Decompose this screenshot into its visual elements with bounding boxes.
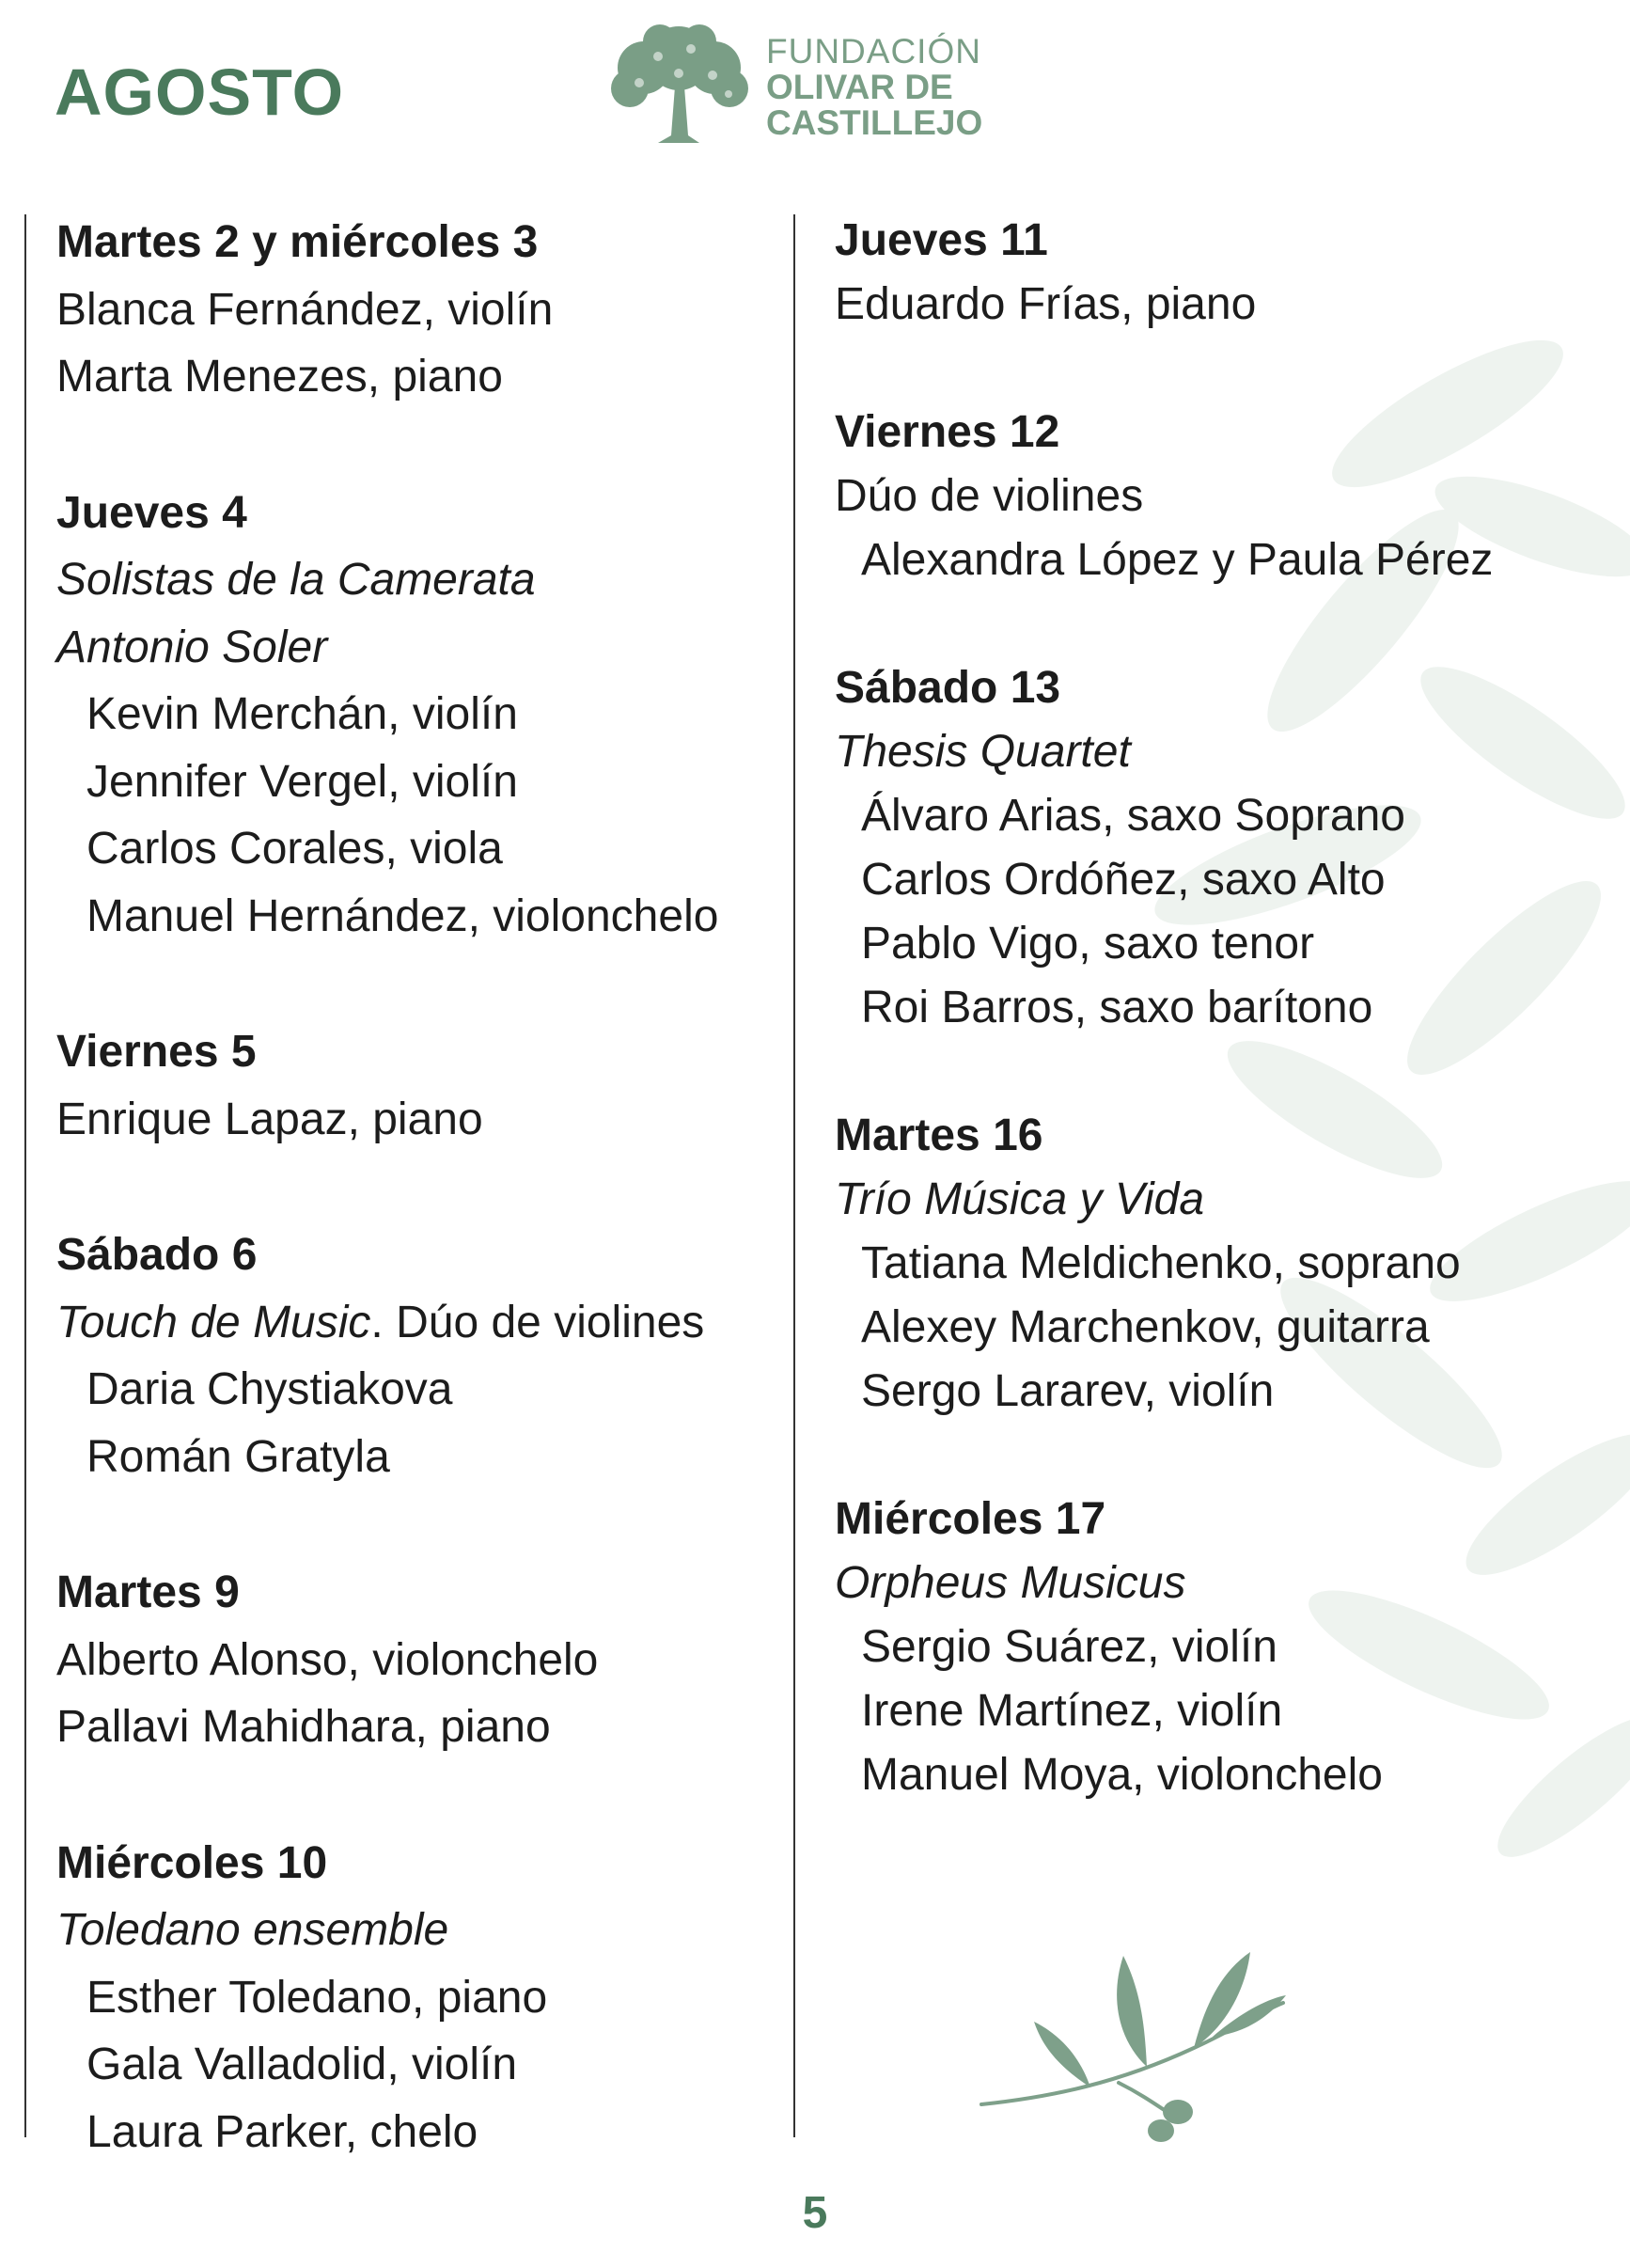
schedule-right-column xyxy=(835,209,1549,1871)
olive-tree-icon xyxy=(602,21,757,145)
logo-line-olivar: OLIVAR DE xyxy=(766,68,953,106)
ensemble-name: Antonio Soler xyxy=(56,622,328,672)
concert-date: Sábado 13 xyxy=(835,663,1061,713)
performer: Alexandra López y Paula Pérez xyxy=(861,535,1494,585)
performer: Jennifer Vergel, violín xyxy=(86,756,518,807)
ensemble-name: Toledano ensemble xyxy=(56,1905,449,1955)
ensemble-name: Orpheus Musicus xyxy=(835,1558,1186,1608)
concert-event xyxy=(835,401,1549,592)
ensemble-description: . Dúo de violines xyxy=(370,1297,705,1347)
concert-date: Viernes 12 xyxy=(835,407,1060,457)
performer: Sergo Lararev, violín xyxy=(861,1366,1275,1416)
ensemble-name: Trío Música y Vida xyxy=(835,1174,1205,1224)
concert-event xyxy=(835,209,1549,337)
concert-date: Miércoles 17 xyxy=(835,1494,1106,1544)
performer: Esther Toledano, piano xyxy=(86,1972,548,2023)
performer: Carlos Ordóñez, saxo Alto xyxy=(861,855,1386,905)
concert-date: Miércoles 10 xyxy=(56,1837,328,1888)
concert-event xyxy=(835,1104,1549,1424)
performer: Daria Chystiakova xyxy=(86,1364,453,1414)
performer: Blanca Fernández, violín xyxy=(56,284,554,335)
concert-date: Martes 9 xyxy=(56,1567,240,1617)
performer: Enrique Lapaz, piano xyxy=(56,1094,483,1144)
concert-date: Martes 16 xyxy=(835,1110,1043,1160)
right-column-rule xyxy=(793,214,795,2137)
ensemble-name: Solistas de la Camerata xyxy=(56,555,536,605)
left-column-rule xyxy=(24,214,26,2137)
concert-event xyxy=(835,1488,1549,1807)
page-number: 5 xyxy=(802,2188,828,2238)
performer: Laura Parker, chelo xyxy=(86,2106,478,2157)
concert-event xyxy=(56,209,771,411)
concert-event xyxy=(56,1221,771,1490)
performer: Pallavi Mahidhara, piano xyxy=(56,1702,551,1752)
concert-event xyxy=(56,1559,771,1761)
ensemble-line xyxy=(56,1289,771,1357)
performer: Kevin Merchán, violín xyxy=(86,689,518,739)
logo-line-fundacion: FUNDACIÓN xyxy=(766,32,981,71)
ensemble-name: Thesis Quartet xyxy=(835,727,1131,777)
performer: Eduardo Frías, piano xyxy=(835,279,1257,329)
month-title: AGOSTO xyxy=(55,55,345,129)
olive-branch-icon xyxy=(978,1946,1288,2153)
concert-date: Viernes 5 xyxy=(56,1027,257,1077)
logo-wordmark xyxy=(766,34,982,141)
concert-event xyxy=(56,1830,771,2166)
performer: Manuel Moya, violonchelo xyxy=(861,1750,1383,1800)
concert-date: Jueves 4 xyxy=(56,487,247,538)
performer: Irene Martínez, violín xyxy=(861,1686,1283,1736)
performer: Álvaro Arias, saxo Soprano xyxy=(861,791,1405,841)
performer: Gala Valladolid, violín xyxy=(86,2040,518,2089)
ensemble-name: Touch de Music xyxy=(56,1297,371,1347)
concert-event xyxy=(835,656,1549,1040)
concert-event xyxy=(56,480,771,951)
performer: Roi Barros, saxo barítono xyxy=(861,983,1373,1032)
ensemble-description: Dúo de violines xyxy=(835,471,1144,521)
foundation-logo xyxy=(602,21,996,152)
performer: Alberto Alonso, violonchelo xyxy=(56,1634,599,1685)
logo-line-castillejo: CASTILLEJO xyxy=(766,103,983,142)
concert-date: Martes 2 y miércoles 3 xyxy=(56,217,539,267)
performer: Sergio Suárez, violín xyxy=(861,1622,1277,1672)
concert-event xyxy=(56,1018,771,1153)
performer: Carlos Corales, viola xyxy=(86,824,503,874)
performer: Alexey Marchenkov, guitarra xyxy=(861,1302,1430,1352)
performer: Tatiana Meldichenko, soprano xyxy=(861,1238,1461,1288)
performer: Pablo Vigo, saxo tenor xyxy=(861,919,1315,969)
concert-date: Sábado 6 xyxy=(56,1230,258,1280)
performer: Manuel Hernández, violonchelo xyxy=(86,890,719,941)
concert-date: Jueves 11 xyxy=(835,215,1048,265)
performer: Marta Menezes, piano xyxy=(56,352,503,402)
performer: Román Gratyla xyxy=(86,1431,390,1482)
schedule-left-column xyxy=(56,209,771,2234)
